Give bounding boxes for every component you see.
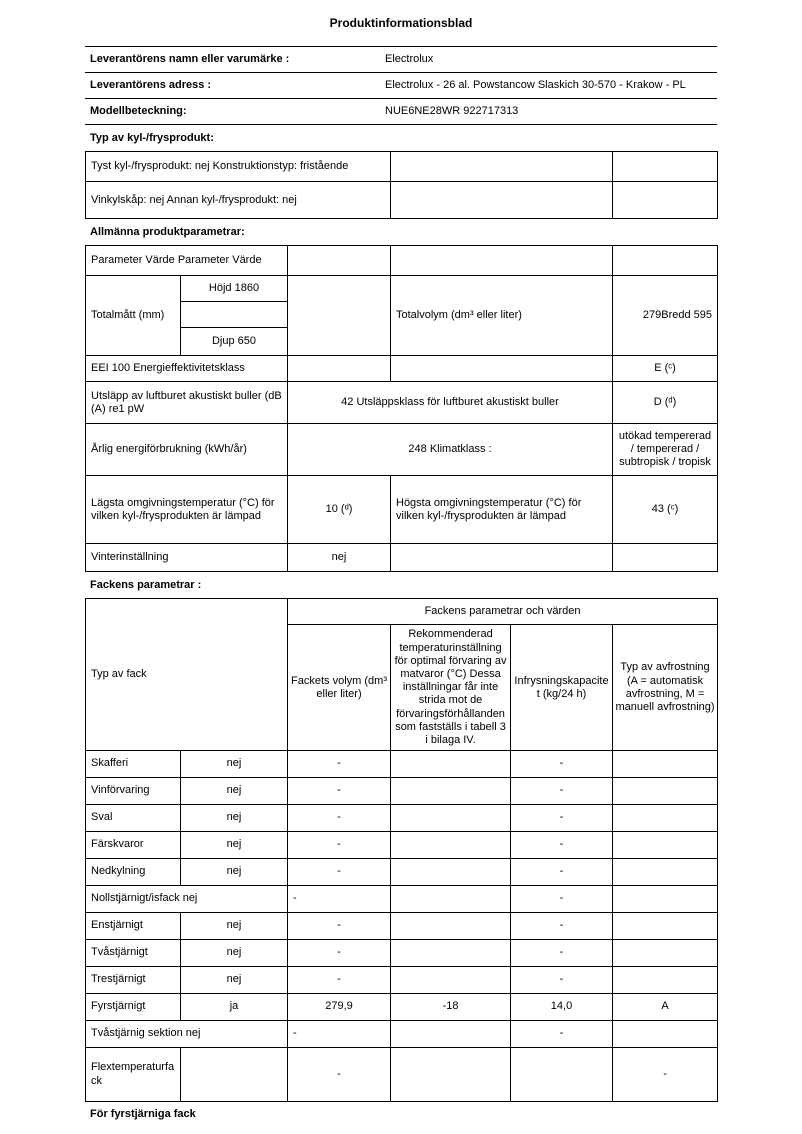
compartment-present-cell: nej (181, 859, 288, 886)
compartment-capacity-cell: - (511, 886, 613, 913)
total-volume-value: 279Bredd 595 (613, 276, 718, 356)
general-parameters-table (85, 245, 718, 572)
empty-cell (391, 356, 613, 382)
compartments-table-title: Fackens parametrar och värden (288, 599, 718, 625)
compartment-present-cell: ja (181, 994, 288, 1021)
compartment-temp-cell (391, 832, 511, 859)
compartment-name-cell: Tvåstjärnig sektion nej (86, 1021, 288, 1048)
table-row (86, 476, 718, 544)
compartment-name-cell: Fyrstjärnigt (86, 994, 181, 1021)
table-row (86, 805, 718, 832)
table-row (86, 424, 718, 476)
compartment-temp-cell (391, 1021, 511, 1048)
compartment-name-cell: Flextemperaturfack (86, 1048, 181, 1102)
empty-cell (613, 544, 718, 572)
compartment-volume-header: Fackets volym (dm³ eller liter) (288, 625, 391, 751)
compartment-temp-cell: -18 (391, 994, 511, 1021)
table-row (86, 940, 718, 967)
empty-cell (391, 152, 613, 182)
compartment-capacity-cell (511, 1048, 613, 1102)
compartment-temp-cell (391, 1048, 511, 1102)
compartment-present-cell: nej (181, 805, 288, 832)
compartment-temp-cell (391, 940, 511, 967)
compartment-defrost-cell (613, 751, 718, 778)
wine-storage-cell: Vinkylskåp: nej Annan kyl-/frysprodukt: nej (86, 182, 391, 219)
compartment-volume-cell: - (288, 832, 391, 859)
compartment-present-cell: nej (181, 940, 288, 967)
compartment-name-cell: Trestjärnigt (86, 967, 181, 994)
climate-class-value: utökad tempererad / tempererad / subtropisk / tropisk (613, 424, 718, 476)
model-value: NUE6NE28WR 922717313 (385, 99, 717, 125)
compartment-capacity-cell: - (511, 967, 613, 994)
compartment-defrost-cell: A (613, 994, 718, 1021)
compartment-volume-cell: - (288, 751, 391, 778)
supplier-name-label: Leverantörens namn eller varumärke : (85, 47, 385, 73)
compartment-defrost-cell (613, 967, 718, 994)
compartment-capacity-cell: - (511, 913, 613, 940)
noise-class-label: 42 Utsläppsklass för luftburet akustiskt buller (288, 382, 613, 424)
table-row (86, 246, 718, 276)
table-row (86, 967, 718, 994)
dimensions-label: Totalmått (mm) (86, 276, 181, 356)
compartment-temp-cell (391, 967, 511, 994)
min-ambient-temp-label: Lägsta omgivningstemperatur (°C) för vilken kyl-/frysprodukten är lämpad (86, 476, 288, 544)
compartment-capacity-cell: - (511, 940, 613, 967)
section-header-general-parameters: Allmänna produktparametrar: (90, 225, 245, 238)
winter-setting-label: Vinterinställning (86, 544, 288, 572)
compartment-capacity-header: Infrysningskapacitet (kg/24 h) (511, 625, 613, 751)
supplier-name-value: Electrolux (385, 47, 717, 73)
table-row (86, 1021, 718, 1048)
empty-cell (613, 182, 718, 219)
compartment-name-cell: Skafferi (86, 751, 181, 778)
table-row (86, 356, 718, 382)
compartment-present-cell: nej (181, 967, 288, 994)
max-ambient-temp-value: 43 (ᶜ) (613, 476, 718, 544)
compartment-temp-cell (391, 751, 511, 778)
compartment-temp-cell (391, 778, 511, 805)
compartment-temp-cell (391, 886, 511, 913)
section-header-product-type: Typ av kyl-/frysprodukt: (90, 131, 214, 144)
compartment-volume-cell: - (288, 967, 391, 994)
compartment-volume-cell: - (288, 859, 391, 886)
compartment-capacity-cell: - (511, 751, 613, 778)
compartment-temp-header: Rekommenderad temperaturinställning för optimal förvaring av matvaror (°C) Dessa inställningar får inte strida mot de förvaringsförhållanden som fastställs i tabell 3 i bilaga IV. (391, 625, 511, 751)
winter-setting-value: nej (288, 544, 391, 572)
max-ambient-temp-label: Högsta omgivningstemperatur (°C) för vilken kyl-/frysprodukten är lämpad (391, 476, 613, 544)
table-row (86, 913, 718, 940)
page-title: Produktinformationsblad (329, 16, 473, 30)
table-row (86, 832, 718, 859)
climate-class-label: 248 Klimatklass : (288, 424, 613, 476)
compartment-defrost-cell (613, 913, 718, 940)
noise-class-value: D (ᵈ) (613, 382, 718, 424)
product-type-table (85, 151, 718, 219)
empty-cell (613, 152, 718, 182)
compartment-volume-cell: - (288, 778, 391, 805)
compartment-volume-cell: - (288, 886, 391, 913)
table-row (86, 382, 718, 424)
compartment-defrost-header: Typ av avfrostning (A = automatisk avfrostning, M = manuell avfrostning) (613, 625, 718, 751)
compartment-name-cell: Enstjärnigt (86, 913, 181, 940)
quiet-appliance-cell: Tyst kyl-/frysprodukt: nej Konstruktionstyp: fristående (86, 152, 391, 182)
compartment-defrost-cell (613, 832, 718, 859)
section-header-four-star: För fyrstjärniga fack (90, 1108, 196, 1121)
compartment-temp-cell (391, 859, 511, 886)
compartment-capacity-cell: - (511, 778, 613, 805)
compartment-name-cell: Tvåstjärnigt (86, 940, 181, 967)
compartment-defrost-cell (613, 1021, 718, 1048)
compartment-defrost-cell (613, 805, 718, 832)
compartment-name-cell: Vinförvaring (86, 778, 181, 805)
compartment-name-cell: Nollstjärnigt/isfack nej (86, 886, 288, 913)
table-row (85, 99, 717, 125)
compartment-volume-cell: - (288, 1048, 391, 1102)
supplier-address-value: Electrolux - 26 al. Powstancow Slaskich 30-570 - Krakow - PL (385, 73, 717, 99)
compartment-capacity-cell: - (511, 805, 613, 832)
noise-label: Utsläpp av luftburet akustiskt buller (dB (A) re1 pW (86, 382, 288, 424)
compartment-present-cell: nej (181, 913, 288, 940)
table-row (86, 994, 718, 1021)
table-row (86, 544, 718, 572)
annual-energy-label: Årlig energiförbrukning (kWh/år) (86, 424, 288, 476)
table-row (86, 152, 718, 182)
compartment-defrost-cell (613, 940, 718, 967)
table-row (85, 47, 717, 73)
compartment-capacity-cell: - (511, 859, 613, 886)
compartment-name-cell: Färskvaror (86, 832, 181, 859)
compartment-volume-cell: - (288, 805, 391, 832)
empty-cell (288, 356, 391, 382)
empty-cell (391, 246, 613, 276)
table-row (86, 1048, 718, 1102)
empty-cell (613, 246, 718, 276)
compartment-defrost-cell (613, 886, 718, 913)
compartment-volume-cell: - (288, 940, 391, 967)
min-ambient-temp-value: 10 (ᵈ) (288, 476, 391, 544)
table-row (86, 778, 718, 805)
table-row (85, 73, 717, 99)
empty-cell (391, 182, 613, 219)
compartment-temp-cell (391, 913, 511, 940)
section-header-compartments: Fackens parametrar : (90, 578, 202, 591)
empty-cell (288, 276, 391, 356)
compartment-present-cell: nej (181, 778, 288, 805)
empty-cell (391, 544, 613, 572)
compartment-type-header: Typ av fack (86, 599, 288, 751)
table-row (86, 886, 718, 913)
total-volume-label: Totalvolym (dm³ eller liter) (391, 276, 613, 356)
compartment-volume-cell: - (288, 1021, 391, 1048)
compartment-name-cell: Nedkylning (86, 859, 181, 886)
energy-class-value: E (ᶜ) (613, 356, 718, 382)
compartment-defrost-cell (613, 859, 718, 886)
table-row (86, 751, 718, 778)
eei-label: EEI 100 Energieffektivitetsklass (86, 356, 288, 382)
table-row (86, 276, 718, 302)
parameter-header-cell: Parameter Värde Parameter Värde (86, 246, 288, 276)
compartment-capacity-cell: - (511, 832, 613, 859)
supplier-table (85, 46, 717, 125)
compartment-present-cell: nej (181, 832, 288, 859)
table-row (86, 599, 718, 625)
table-row (86, 859, 718, 886)
compartment-present-cell: nej (181, 751, 288, 778)
table-row (86, 182, 718, 219)
dimension-depth-cell: Djup 650 (181, 328, 288, 356)
model-label: Modellbeteckning: (85, 99, 385, 125)
compartment-temp-cell (391, 805, 511, 832)
compartment-defrost-cell (613, 778, 718, 805)
compartment-capacity-cell: - (511, 1021, 613, 1048)
dimension-height-cell: Höjd 1860 (181, 276, 288, 302)
supplier-address-label: Leverantörens adress : (85, 73, 385, 99)
compartment-name-cell: Sval (86, 805, 181, 832)
compartment-defrost-cell: - (613, 1048, 718, 1102)
compartment-capacity-cell: 14,0 (511, 994, 613, 1021)
compartment-volume-cell: - (288, 913, 391, 940)
empty-cell (288, 246, 391, 276)
compartment-present-cell (181, 1048, 288, 1102)
compartment-volume-cell: 279,9 (288, 994, 391, 1021)
compartments-table (85, 598, 718, 1102)
empty-cell (181, 302, 288, 328)
